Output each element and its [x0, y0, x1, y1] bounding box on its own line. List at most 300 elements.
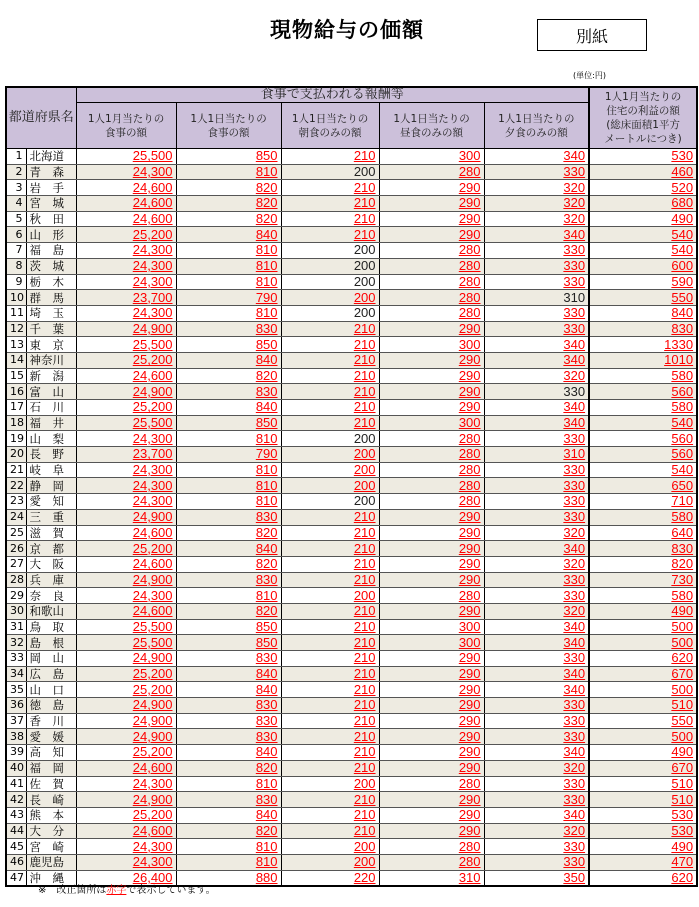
cell-value: 25,200 [132, 807, 173, 823]
cell-daily-meal [176, 384, 281, 400]
cell-value: 25,500 [132, 619, 173, 634]
cell-value: 290 [458, 744, 481, 760]
table-row [6, 588, 697, 604]
cell-breakfast [281, 776, 379, 792]
cell-breakfast [281, 290, 379, 306]
cell-value: 670 [671, 666, 694, 682]
row-number: 7 [6, 243, 26, 259]
cell-value: 510 [671, 776, 694, 791]
prefecture-name: 宮 城 [26, 196, 76, 212]
table-row [6, 211, 697, 227]
table-row [6, 321, 697, 337]
cell-lunch [379, 164, 484, 180]
cell-daily-meal [176, 666, 281, 682]
prefecture-name: 鳥 取 [26, 619, 76, 635]
cell-value: 300 [458, 619, 481, 634]
cell-breakfast [281, 525, 379, 541]
row-number: 18 [6, 415, 26, 431]
cell-dinner [484, 713, 589, 729]
prefecture-name: 高 知 [26, 745, 76, 761]
cell-lunch [379, 180, 484, 196]
cell-value: 24,600 [132, 195, 173, 211]
cell-value: 820 [255, 760, 278, 776]
row-number: 45 [6, 839, 26, 855]
cell-value: 540 [671, 242, 694, 258]
cell-value: 340 [563, 807, 586, 823]
prefecture-name: 静 岡 [26, 478, 76, 494]
cell-value: 320 [563, 195, 586, 211]
benefit-value-table [5, 86, 698, 887]
cell-value: 330 [563, 462, 586, 478]
table-row [6, 651, 697, 667]
cell-housing [589, 462, 697, 478]
cell-value: 300 [458, 148, 481, 164]
cell-value: 330 [563, 650, 586, 666]
cell-value: 24,300 [132, 587, 173, 603]
header-prefecture: 都道府県名 [6, 87, 76, 149]
table-row [6, 274, 697, 290]
cell-value: 25,200 [132, 226, 173, 242]
cell-value: 490 [671, 744, 694, 760]
cell-value: 200 [353, 258, 376, 274]
cell-value: 24,300 [132, 493, 173, 509]
cell-lunch [379, 478, 484, 494]
cell-value: 25,500 [132, 415, 173, 431]
cell-value: 520 [671, 179, 694, 195]
cell-breakfast [281, 854, 379, 870]
prefecture-name: 千 葉 [26, 321, 76, 337]
cell-value: 210 [353, 415, 376, 431]
cell-value: 330 [563, 258, 586, 274]
cell-housing [589, 729, 697, 745]
cell-daily-meal [176, 478, 281, 494]
cell-daily-meal [176, 572, 281, 588]
cell-value: 210 [353, 791, 376, 807]
row-number: 26 [6, 541, 26, 557]
cell-value: 200 [353, 462, 376, 478]
row-number: 42 [6, 792, 26, 808]
cell-monthly-meal [76, 321, 176, 337]
cell-value: 810 [255, 493, 278, 509]
cell-value: 210 [353, 760, 376, 776]
cell-breakfast [281, 682, 379, 698]
cell-value: 310 [458, 870, 481, 885]
row-number: 23 [6, 494, 26, 510]
cell-breakfast [281, 180, 379, 196]
cell-value: 24,300 [132, 274, 173, 289]
cell-value: 210 [353, 728, 376, 744]
cell-breakfast [281, 384, 379, 400]
row-number: 41 [6, 776, 26, 792]
cell-breakfast [281, 619, 379, 635]
cell-daily-meal [176, 258, 281, 274]
cell-value: 340 [563, 540, 586, 556]
header-breakfast: 1人1日当たりの 朝食のみの額 [281, 103, 379, 149]
cell-breakfast [281, 807, 379, 823]
prefecture-name: 青 森 [26, 164, 76, 180]
cell-monthly-meal [76, 478, 176, 494]
cell-value: 210 [353, 399, 376, 415]
cell-housing [589, 352, 697, 368]
cell-lunch [379, 274, 484, 290]
table-row [6, 337, 697, 353]
cell-value: 490 [671, 838, 694, 854]
row-number: 31 [6, 619, 26, 635]
cell-value: 830 [255, 572, 278, 587]
cell-value: 210 [353, 650, 376, 666]
cell-value: 330 [563, 477, 586, 493]
cell-dinner [484, 258, 589, 274]
cell-housing [589, 698, 697, 714]
cell-housing [589, 368, 697, 384]
cell-lunch [379, 698, 484, 714]
table-row [6, 149, 697, 165]
prefecture-name: 新 潟 [26, 368, 76, 384]
prefecture-name: 群 馬 [26, 290, 76, 306]
cell-value: 24,900 [132, 697, 173, 713]
cell-value: 330 [563, 791, 586, 807]
cell-breakfast [281, 509, 379, 525]
cell-monthly-meal [76, 854, 176, 870]
cell-value: 280 [458, 274, 481, 289]
cell-value: 820 [671, 556, 694, 572]
cell-value: 290 [458, 728, 481, 744]
cell-value: 290 [458, 713, 481, 729]
cell-value: 210 [353, 321, 376, 336]
row-number: 32 [6, 635, 26, 651]
cell-value: 850 [255, 415, 278, 431]
cell-value: 25,500 [132, 634, 173, 650]
cell-value: 24,600 [132, 211, 173, 227]
prefecture-name: 香 川 [26, 713, 76, 729]
cell-value: 24,300 [132, 242, 173, 258]
cell-dinner [484, 807, 589, 823]
cell-dinner [484, 400, 589, 416]
cell-breakfast [281, 196, 379, 212]
cell-value: 26,400 [132, 870, 173, 885]
cell-dinner [484, 760, 589, 776]
header-housing: 1人1月当たりの 住宅の利益の額 (総床面積1平方 メートルにつき) [589, 87, 697, 149]
cell-value: 810 [255, 430, 278, 446]
cell-dinner [484, 729, 589, 745]
cell-value: 330 [563, 274, 586, 289]
row-number: 44 [6, 823, 26, 839]
cell-monthly-meal [76, 776, 176, 792]
cell-lunch [379, 666, 484, 682]
cell-value: 850 [255, 336, 278, 352]
cell-value: 340 [563, 336, 586, 352]
cell-value: 24,300 [132, 462, 173, 478]
cell-dinner [484, 619, 589, 635]
cell-dinner [484, 541, 589, 557]
row-number: 34 [6, 666, 26, 682]
cell-housing [589, 666, 697, 682]
cell-lunch [379, 713, 484, 729]
cell-value: 500 [671, 681, 694, 697]
cell-dinner [484, 854, 589, 870]
cell-housing [589, 760, 697, 776]
cell-value: 24,600 [132, 760, 173, 776]
cell-lunch [379, 619, 484, 635]
table-row [6, 352, 697, 368]
cell-value: 210 [353, 697, 376, 713]
table-row [6, 854, 697, 870]
cell-daily-meal [176, 792, 281, 808]
cell-value: 280 [458, 430, 481, 446]
header-monthly-meal: 1人1月当たりの 食事の額 [76, 103, 176, 149]
cell-lunch [379, 149, 484, 165]
cell-value: 290 [458, 603, 481, 619]
cell-lunch [379, 384, 484, 400]
cell-housing [589, 792, 697, 808]
cell-lunch [379, 211, 484, 227]
cell-value: 25,200 [132, 352, 173, 368]
cell-dinner [484, 870, 589, 886]
cell-value: 290 [458, 760, 481, 776]
cell-value: 210 [353, 681, 376, 697]
cell-housing [589, 180, 697, 196]
cell-housing [589, 588, 697, 604]
cell-value: 580 [671, 587, 694, 603]
cell-value: 210 [353, 195, 376, 211]
cell-value: 280 [458, 838, 481, 854]
table-row [6, 368, 697, 384]
cell-value: 280 [458, 258, 481, 274]
row-number: 36 [6, 698, 26, 714]
cell-daily-meal [176, 368, 281, 384]
cell-housing [589, 321, 697, 337]
cell-value: 200 [353, 164, 376, 180]
cell-value: 830 [255, 650, 278, 666]
cell-monthly-meal [76, 541, 176, 557]
row-number: 14 [6, 352, 26, 368]
cell-value: 210 [353, 823, 376, 838]
row-number: 46 [6, 854, 26, 870]
cell-daily-meal [176, 352, 281, 368]
cell-breakfast [281, 352, 379, 368]
cell-value: 680 [671, 195, 694, 211]
row-number: 2 [6, 164, 26, 180]
row-number: 21 [6, 462, 26, 478]
cell-value: 320 [563, 211, 586, 227]
cell-value: 290 [458, 399, 481, 415]
table-row [6, 509, 697, 525]
page-title: 現物給与の価額 [270, 18, 424, 42]
cell-monthly-meal [76, 619, 176, 635]
cell-daily-meal [176, 305, 281, 321]
cell-value: 830 [255, 321, 278, 336]
cell-value: 280 [458, 587, 481, 603]
cell-daily-meal [176, 211, 281, 227]
cell-dinner [484, 431, 589, 447]
table-row [6, 760, 697, 776]
cell-value: 290 [458, 383, 481, 399]
cell-breakfast [281, 494, 379, 510]
cell-monthly-meal [76, 337, 176, 353]
cell-housing [589, 556, 697, 572]
prefecture-name: 福 岡 [26, 760, 76, 776]
cell-breakfast [281, 823, 379, 839]
cell-value: 560 [671, 430, 694, 446]
cell-lunch [379, 682, 484, 698]
cell-lunch [379, 447, 484, 463]
cell-value: 830 [255, 713, 278, 729]
cell-housing [589, 619, 697, 635]
cell-value: 820 [255, 368, 278, 383]
cell-dinner [484, 447, 589, 463]
cell-lunch [379, 807, 484, 823]
prefecture-name: 大 阪 [26, 556, 76, 572]
cell-value: 330 [563, 321, 586, 336]
row-number: 27 [6, 556, 26, 572]
cell-value: 24,600 [132, 603, 173, 619]
cell-breakfast [281, 635, 379, 651]
cell-value: 24,900 [132, 509, 173, 525]
cell-monthly-meal [76, 792, 176, 808]
cell-value: 810 [255, 776, 278, 791]
cell-value: 280 [458, 242, 481, 258]
cell-breakfast [281, 651, 379, 667]
cell-value: 300 [458, 634, 481, 650]
cell-value: 830 [255, 728, 278, 744]
cell-value: 810 [255, 274, 278, 289]
cell-value: 790 [255, 289, 278, 305]
cell-breakfast [281, 305, 379, 321]
cell-value: 490 [671, 603, 694, 619]
cell-lunch [379, 776, 484, 792]
cell-housing [589, 290, 697, 306]
cell-housing [589, 494, 697, 510]
prefecture-name: 岡 山 [26, 651, 76, 667]
cell-value: 200 [353, 430, 376, 446]
row-number: 3 [6, 180, 26, 196]
cell-lunch [379, 494, 484, 510]
cell-dinner [484, 478, 589, 494]
table-row [6, 776, 697, 792]
cell-value: 620 [671, 650, 694, 666]
cell-lunch [379, 854, 484, 870]
table-row [6, 243, 697, 259]
cell-lunch [379, 337, 484, 353]
cell-dinner [484, 384, 589, 400]
cell-value: 330 [563, 697, 586, 713]
cell-housing [589, 415, 697, 431]
cell-breakfast [281, 337, 379, 353]
cell-value: 310 [563, 289, 586, 305]
cell-value: 1010 [664, 352, 694, 368]
prefecture-name: 奈 良 [26, 588, 76, 604]
cell-value: 300 [458, 415, 481, 431]
cell-breakfast [281, 760, 379, 776]
cell-value: 200 [353, 446, 376, 462]
row-number: 43 [6, 807, 26, 823]
cell-housing [589, 541, 697, 557]
cell-value: 550 [671, 713, 694, 729]
cell-value: 330 [563, 728, 586, 744]
cell-monthly-meal [76, 274, 176, 290]
prefecture-name: 埼 玉 [26, 305, 76, 321]
cell-value: 210 [353, 744, 376, 760]
cell-housing [589, 211, 697, 227]
cell-value: 24,900 [132, 383, 173, 399]
cell-value: 840 [671, 305, 694, 321]
cell-daily-meal [176, 180, 281, 196]
cell-value: 330 [563, 713, 586, 729]
table-row [6, 258, 697, 274]
row-number: 47 [6, 870, 26, 886]
cell-breakfast [281, 541, 379, 557]
cell-breakfast [281, 431, 379, 447]
row-number: 1 [6, 149, 26, 165]
table-row [6, 807, 697, 823]
cell-value: 290 [458, 509, 481, 525]
row-number: 16 [6, 384, 26, 400]
cell-value: 530 [671, 807, 694, 823]
cell-value: 300 [458, 336, 481, 352]
cell-value: 540 [671, 226, 694, 242]
cell-value: 600 [671, 258, 694, 274]
table-row [6, 572, 697, 588]
cell-breakfast [281, 588, 379, 604]
table-row [6, 619, 697, 635]
cell-dinner [484, 149, 589, 165]
cell-housing [589, 745, 697, 761]
cell-value: 340 [563, 666, 586, 682]
cell-value: 330 [563, 572, 586, 587]
cell-daily-meal [176, 651, 281, 667]
prefecture-name: 山 梨 [26, 431, 76, 447]
cell-value: 840 [255, 807, 278, 823]
cell-monthly-meal [76, 447, 176, 463]
cell-value: 290 [458, 179, 481, 195]
cell-monthly-meal [76, 635, 176, 651]
cell-housing [589, 149, 697, 165]
cell-value: 350 [563, 870, 586, 885]
cell-daily-meal [176, 619, 281, 635]
prefecture-name: 茨 城 [26, 258, 76, 274]
cell-monthly-meal [76, 651, 176, 667]
table-row [6, 682, 697, 698]
cell-value: 340 [563, 634, 586, 650]
cell-value: 280 [458, 776, 481, 791]
cell-value: 210 [353, 619, 376, 634]
cell-breakfast [281, 447, 379, 463]
table-row [6, 164, 697, 180]
cell-value: 24,300 [132, 776, 173, 791]
cell-breakfast [281, 227, 379, 243]
cell-value: 510 [671, 697, 694, 713]
prefecture-name: 秋 田 [26, 211, 76, 227]
table-row [6, 305, 697, 321]
cell-daily-meal [176, 698, 281, 714]
cell-value: 340 [563, 415, 586, 431]
cell-housing [589, 776, 697, 792]
cell-value: 290 [458, 540, 481, 556]
cell-breakfast [281, 274, 379, 290]
cell-monthly-meal [76, 196, 176, 212]
prefecture-name: 大 分 [26, 823, 76, 839]
cell-daily-meal [176, 321, 281, 337]
cell-value: 850 [255, 148, 278, 164]
cell-breakfast [281, 698, 379, 714]
cell-breakfast [281, 243, 379, 259]
cell-value: 850 [255, 634, 278, 650]
cell-housing [589, 603, 697, 619]
cell-value: 730 [671, 572, 694, 587]
cell-breakfast [281, 556, 379, 572]
cell-value: 330 [563, 242, 586, 258]
row-number: 11 [6, 305, 26, 321]
